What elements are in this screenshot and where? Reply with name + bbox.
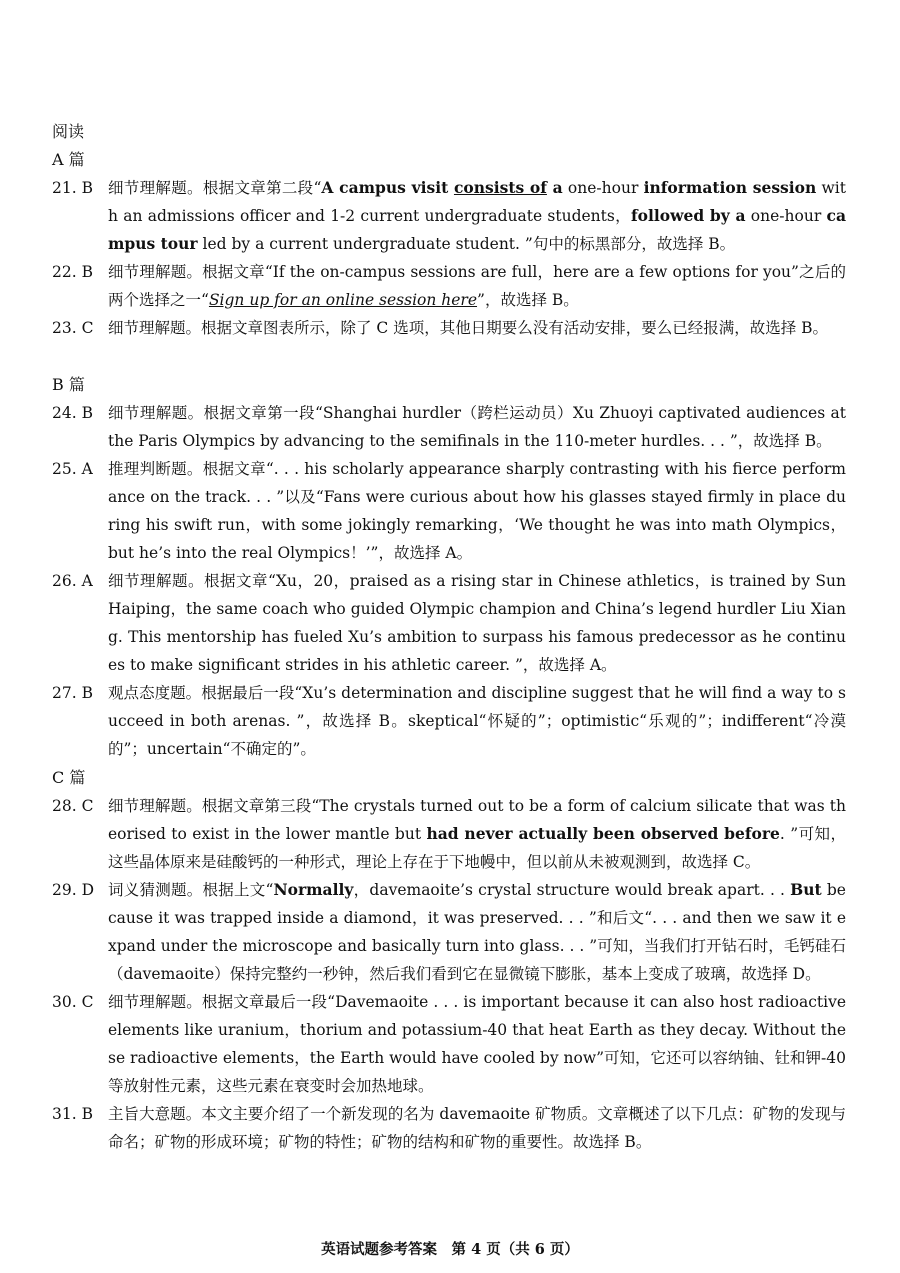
page-footer: 英语试题参考答案 第 4 页（共 6 页） <box>321 1241 579 1258</box>
answer-item-24 <box>52 399 846 455</box>
answer-item-22 <box>52 258 846 314</box>
answer-explanation: 主旨大意题。本文主要介绍了一个新发现的名为 davemaoite 矿物质。文章概述了以下几点：矿物的发现与命名；矿物的形成环境；矿物的特性；矿物的结构和矿物的重要性。故选择 B。 <box>108 1105 846 1151</box>
answer-item-26 <box>52 567 846 679</box>
answer-item-21 <box>52 174 846 258</box>
answer-explanation: 细节理解题。根据文章第二段“A campus visit consists of a one-hour information session with an admissions officer and 1-2 current undergraduate students，followed by a one-hour campus tour led by a current undergraduate student. ”句中的标黑部分，故选择 B。 <box>108 178 846 253</box>
part-heading-a: A 篇 <box>52 150 85 169</box>
answer-number: 26. A <box>52 572 93 590</box>
answer-explanation: 词义猜测题。根据上文“Normally，davemaoite’s crystal structure would break apart. . . But because it was trapped inside a diamond，it was preserved. . . ”和后文“. . . and then we saw it expand under the microscope and basically turn into glass. . . ”可知，当我们打开钻石时，毛钙硅石（davemaoite）保持完整约一秒钟，然后我们看到它在显微镜下膨胀，基本上变成了玻璃，故选择 D。 <box>108 880 846 983</box>
answer-number: 30. C <box>52 993 94 1011</box>
section-title: 阅读 <box>52 122 85 141</box>
answer-item-25 <box>52 455 846 567</box>
part-heading-c: C 篇 <box>52 768 86 787</box>
answer-number: 31. B <box>52 1105 93 1123</box>
answer-item-29 <box>52 876 846 988</box>
answer-explanation: 观点态度题。根据最后一段“Xu’s determination and discipline suggest that he will find a way to succeed in both arenas. ”，故选择 B。skeptical“怀疑的”；optimistic“乐观的”；indifferent“冷漠的”；uncertain“不确定的”。 <box>108 684 846 758</box>
answer-number: 28. C <box>52 797 94 815</box>
answer-item-27 <box>52 679 846 763</box>
answer-item-23 <box>52 314 846 342</box>
answer-item-31 <box>52 1100 846 1156</box>
answer-explanation: 细节理解题。根据文章“Xu，20，praised as a rising star in Chinese athletics，is trained by Sun Haiping，the same coach who guided Olympic champion and China’s legend hurdler Liu Xiang. This mentorship has fueled Xu’s ambition to surpass his famous predecessor as he continues to make significant strides in his athletic career. ”，故选择 A。 <box>108 572 846 674</box>
answer-item-28 <box>52 792 846 876</box>
answer-explanation: 细节理解题。根据文章图表所示，除了 C 选项，其他日期要么没有活动安排，要么已经报满，故选择 B。 <box>108 319 829 337</box>
answer-number: 24. B <box>52 404 93 422</box>
part-heading-b: B 篇 <box>52 375 85 394</box>
answer-explanation: 细节理解题。根据文章最后一段“Davemaoite . . . is important because it can also host radioactive elements like uranium，thorium and potassium-40 that heat Earth as they decay. Without these radioactive elements，the Earth would have cooled by now”可知，它还可以容纳铀、钍和钾-40 等放射性元素，这些元素在衰变时会加热地球。 <box>108 993 846 1095</box>
answer-explanation: 细节理解题。根据文章第三段“The crystals turned out to be a form of calcium silicate that was theorised to exist in the lower mantle but had never actually been observed before. ”可知，这些晶体原来是硅酸钙的一种形式，理论上存在于下地幔中，但以前从未被观测到，故选择 C。 <box>108 797 846 871</box>
answer-number: 21. B <box>52 179 93 197</box>
answer-number: 27. B <box>52 684 93 702</box>
answer-explanation: 推理判断题。根据文章“. . . his scholarly appearance sharply contrasting with his fierce performance on the track. . . ”以及“Fans were curious about how his glasses stayed firmly in place during his swift run，with some jokingly remarking，‘We thought he was into math Olympics，but he’s into the real Olympics！’”，故选择 A。 <box>108 460 846 562</box>
answer-number: 29. D <box>52 881 95 899</box>
answer-number: 22. B <box>52 263 93 281</box>
answer-explanation: 细节理解题。根据文章“If the on-campus sessions are full，here are a few options for you”之后的两个选择之一“Sign up for an online session here”，故选择 B。 <box>108 263 846 309</box>
answer-number: 23. C <box>52 319 94 337</box>
answer-explanation: 细节理解题。根据文章第一段“Shanghai hurdler（跨栏运动员）Xu Zhuoyi captivated audiences at the Paris Olympics by advancing to the semifinals in the 110-meter hurdles. . . ”，故选择 B。 <box>108 404 846 450</box>
answer-item-30 <box>52 988 846 1100</box>
answer-number: 25. A <box>52 460 93 478</box>
